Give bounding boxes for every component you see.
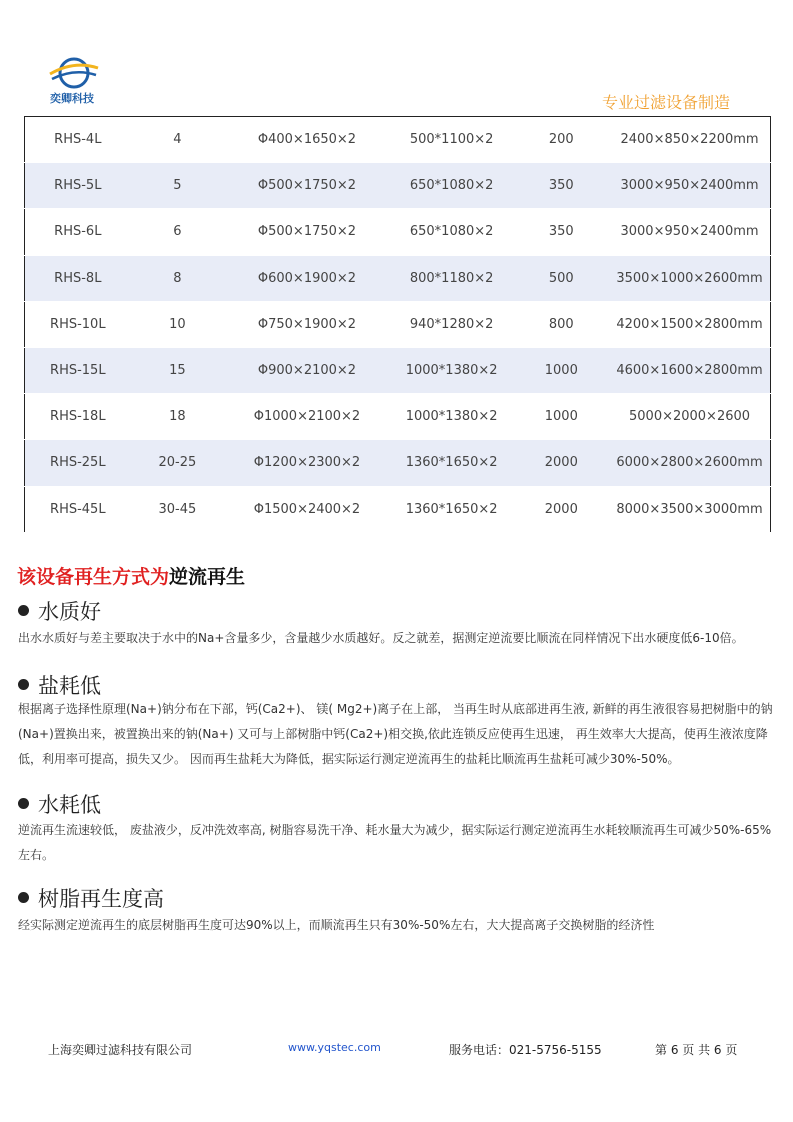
table-cell: 15 (131, 347, 225, 393)
section-heading-black: 逆流再生 (169, 566, 246, 588)
table-cell: 2000 (514, 486, 610, 532)
bullet-title-text: 盐耗低 (38, 674, 101, 698)
paragraph-salt-consumption: 根据离子选择性原理(Na+)钠分布在下部，钙(Ca2+)、 镁( Mg2+)离子在上部， 当再生时从底部进再生液, 新鲜的再生液很容易把树脂中的钠(Na+)置换出来，被置换出来的钠(Na+) 又可与上部树脂中钙(Ca2+)相交换,依此连锁反应使再生迅速， 再生效率大大提高，使再生液浓度降低，利用率可提高，损失又少。 因而再生盐耗大为降低，据实际运行测定逆流再生的盐耗比顺流再生盐耗可减少30%-50%。 (18, 702, 773, 766)
table-cell: 650*1080×2 (390, 163, 514, 209)
table-cell: 2400×850×2200mm (609, 117, 770, 163)
table-cell: 3500×1000×2600mm (609, 255, 770, 301)
bullet-dot-icon (18, 892, 29, 903)
tagline: 专业过滤设备制造 (601, 93, 730, 112)
table-cell: 20-25 (131, 440, 225, 486)
table-cell: RHS-8L (25, 255, 131, 301)
table-row (25, 255, 771, 301)
table-cell: 500 (514, 255, 610, 301)
spec-table (24, 116, 771, 533)
bullet-title-salt-consumption (18, 670, 101, 700)
bullet-title-text: 水质好 (38, 600, 101, 624)
bullet-dot-icon (18, 798, 29, 809)
table-cell: 8000×3500×3000mm (609, 486, 770, 532)
table-cell: RHS-6L (25, 209, 131, 255)
bullet-title-text: 水耗低 (38, 793, 101, 817)
paragraph-water-consumption: 逆流再生流速较低， 废盐液少，反冲洗效率高, 树脂容易洗干净、耗水量大为减少，据实际运行测定逆流再生水耗较顺流再生可减少50%-65%左右。 (18, 823, 772, 862)
bullet-dot-icon (18, 679, 29, 690)
table-cell: 4600×1600×2800mm (609, 347, 770, 393)
table-cell: 3000×950×2400mm (609, 163, 770, 209)
section-heading (17, 562, 245, 589)
table-cell: 1360*1650×2 (390, 440, 514, 486)
bullet-title-water-consumption (18, 789, 101, 819)
logo-globe-icon (48, 56, 100, 90)
table-row (25, 301, 771, 347)
table-cell: RHS-4L (25, 117, 131, 163)
table-row (25, 117, 771, 163)
bullet-title-text: 树脂再生度高 (38, 887, 164, 911)
table-cell: 800 (514, 301, 610, 347)
table-cell: 8 (131, 255, 225, 301)
table-cell: 4 (131, 117, 225, 163)
table-cell: 650*1080×2 (390, 209, 514, 255)
logo-text: 奕卿科技 (50, 92, 94, 105)
table-cell: Φ1200×2300×2 (224, 440, 390, 486)
table-row (25, 163, 771, 209)
table-cell: 5 (131, 163, 225, 209)
table-cell: 1000*1380×2 (390, 394, 514, 440)
table-cell: 1360*1650×2 (390, 486, 514, 532)
company-logo (46, 56, 102, 108)
table-cell: 6000×2800×2600mm (609, 440, 770, 486)
table-row (25, 394, 771, 440)
table-cell: 1000 (514, 347, 610, 393)
table-cell: 800*1180×2 (390, 255, 514, 301)
table-cell: Φ900×2100×2 (224, 347, 390, 393)
table-cell: 30-45 (131, 486, 225, 532)
bullet-title-water-quality (18, 596, 101, 626)
table-cell: RHS-25L (25, 440, 131, 486)
table-cell: Φ500×1750×2 (224, 163, 390, 209)
table-cell: RHS-5L (25, 163, 131, 209)
footer-website-link[interactable]: www.yqstec.com (288, 1041, 381, 1054)
table-row (25, 486, 771, 532)
table-cell: 5000×2000×2600 (609, 394, 770, 440)
paragraph-resin-regeneration: 经实际测定逆流再生的底层树脂再生度可达90%以上，而顺流再生只有30%-50%左右，大大提高离子交换树脂的经济性 (18, 918, 655, 932)
paragraph-water-quality: 出水水质好与差主要取决于水中的Na+含量多少，含量越少水质越好。反之就差，据测定逆流要比顺流在同样情况下出水硬度低6-10倍。 (18, 631, 744, 645)
table-row (25, 209, 771, 255)
table-cell: 4200×1500×2800mm (609, 301, 770, 347)
table-cell: RHS-10L (25, 301, 131, 347)
table-cell: RHS-15L (25, 347, 131, 393)
table-cell: 18 (131, 394, 225, 440)
bullet-dot-icon (18, 605, 29, 616)
table-cell: 200 (514, 117, 610, 163)
table-cell: 350 (514, 163, 610, 209)
table-row (25, 440, 771, 486)
table-cell: Φ750×1900×2 (224, 301, 390, 347)
bullet-title-resin-regeneration (18, 883, 164, 913)
footer-company: 上海奕卿过滤科技有限公司 (48, 1043, 193, 1057)
table-cell: 6 (131, 209, 225, 255)
section-heading-red: 该设备再生方式为 (17, 566, 170, 588)
footer-phone: 服务电话：021-5756-5155 (449, 1043, 602, 1057)
table-cell: 10 (131, 301, 225, 347)
table-cell: Φ400×1650×2 (224, 117, 390, 163)
table-cell: 500*1100×2 (390, 117, 514, 163)
table-cell: RHS-45L (25, 486, 131, 532)
table-cell: 2000 (514, 440, 610, 486)
spec-table-body (25, 117, 771, 533)
table-cell: 3000×950×2400mm (609, 209, 770, 255)
table-cell: 350 (514, 209, 610, 255)
table-cell: 1000 (514, 394, 610, 440)
table-cell: Φ600×1900×2 (224, 255, 390, 301)
table-row (25, 347, 771, 393)
table-cell: Φ1000×2100×2 (224, 394, 390, 440)
table-cell: Φ1500×2400×2 (224, 486, 390, 532)
table-cell: 1000*1380×2 (390, 347, 514, 393)
table-cell: 940*1280×2 (390, 301, 514, 347)
table-cell: Φ500×1750×2 (224, 209, 390, 255)
footer-page-number: 第 6 页 共 6 页 (655, 1043, 738, 1057)
table-cell: RHS-18L (25, 394, 131, 440)
